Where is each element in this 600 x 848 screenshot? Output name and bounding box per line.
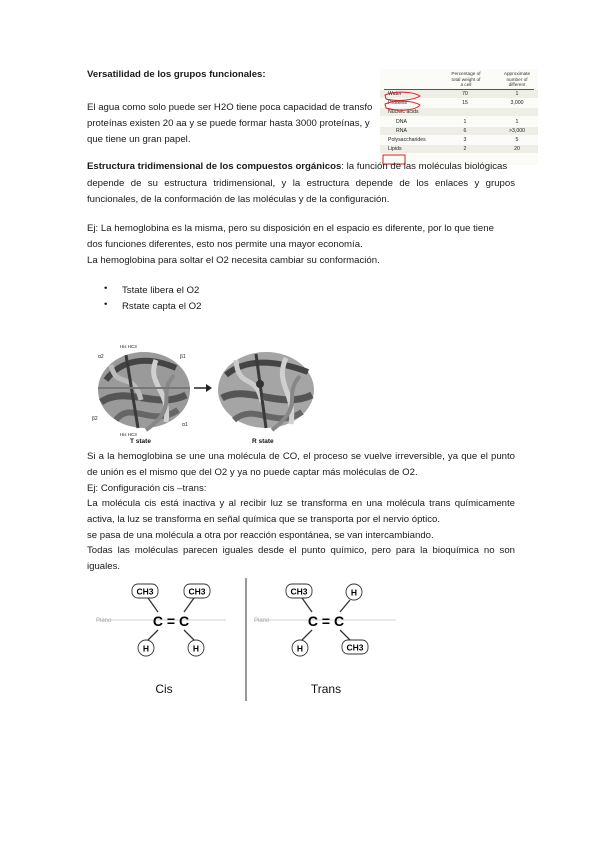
para1-line1: El agua como solo puede ser H2O tiene poca capacidad de transfo: [87, 102, 373, 113]
hand-annotations: [380, 69, 538, 165]
his-label-t: His HC3: [120, 344, 137, 349]
table-cell-percent: 3: [463, 137, 467, 143]
para3-line1: Ej: La hemoglobina es la misma, pero su disposición en el espacio es diferente, por lo que tiene: [87, 223, 494, 234]
table-cell-count: 20: [514, 146, 520, 153]
table-cell-count: 1: [515, 91, 519, 97]
para2-line1: Estructura tridimensional de los compuestos orgánicos: la función de las moléculas biológicas: [87, 161, 508, 172]
trans-double-bond: C = C: [307, 613, 345, 629]
table-cell-name: DNA: [396, 118, 407, 125]
para4-line1: Si a la hemoglobina se une una molécula de CO, el proceso se vuelve irreversible, ya que el punto: [87, 451, 515, 462]
table-cell-percent: 70: [462, 91, 468, 97]
cis-trans-figure: [96, 576, 408, 701]
cis-molecule: [132, 584, 210, 696]
cis-double-bond: C = C: [152, 613, 190, 629]
table-cell-name: RNA: [396, 127, 407, 134]
cis-ch3-right: CH3: [188, 586, 206, 597]
table-cell-percent: 6: [463, 127, 467, 134]
cis-h-left: H: [142, 643, 150, 654]
his-label-t2: His HC3: [120, 432, 137, 437]
table-cell-name: Polysaccharides: [388, 137, 426, 143]
table-cell-count: 3,000: [510, 100, 524, 107]
trans-ch3-top: CH3: [290, 586, 308, 597]
table-cell-percent: 1: [463, 118, 467, 125]
t-state-label: T state: [130, 438, 151, 445]
para1-line3: que tiene un gran papel.: [87, 134, 191, 145]
para4-line8: iguales.: [87, 561, 121, 572]
cis-label: Cis: [155, 682, 173, 696]
table-cell-name: Proteins: [388, 100, 408, 107]
para4-line6: se pasa de una molécula a otra por reacción espontánea, se van intercambiando.: [87, 530, 434, 541]
trans-ch3-bottom: CH3: [346, 642, 364, 653]
r-state-structure: [218, 352, 314, 430]
bullet-tstate: Tstate libera el O2: [122, 285, 200, 296]
table-cell-count: 1: [515, 118, 519, 125]
para4-line5: activa, la luz se transforma en señal química que se transporta por el nervio óptico.: [87, 514, 441, 525]
hemoglobin-figure: [86, 340, 330, 446]
para4-line4: La molécula cis está inactiva y al recibir luz se transforma en una molécula trans químicamente: [87, 498, 515, 509]
trans-label: Trans: [310, 682, 342, 696]
bullet-dot: •: [104, 299, 108, 310]
cis-h-right: H: [192, 643, 200, 654]
bullet-dot: •: [104, 283, 108, 294]
trans-h-top: H: [350, 587, 358, 598]
trans-h-bottom: H: [296, 643, 304, 654]
plano-label-cis: Plano: [96, 618, 112, 624]
table-cell-name: Water: [388, 91, 402, 97]
para4-line3: Ej: Configuración cis –trans:: [87, 483, 207, 494]
para2-line2: depende de su estructura tridimensional, y la estructura depende de los enlaces y grupos: [87, 178, 515, 189]
table-cell-name: Lipids: [388, 146, 402, 153]
bullet-rstate: Rstate capta el O2: [122, 301, 202, 312]
table-col3-header: Approximate number of different: [503, 71, 531, 88]
cis-ch3-left: CH3: [136, 586, 154, 597]
table-col2-header: Percentage of total weight of a cell: [451, 71, 481, 88]
table-cell-count: 5: [515, 137, 519, 143]
table-cell-percent: 15: [462, 100, 468, 107]
section-heading: Versatilidad de los grupos funcionales:: [87, 69, 266, 80]
plano-label-trans: Plano: [254, 618, 270, 624]
composition-table: [380, 69, 538, 165]
table-cell-name: Nucleic acids: [388, 109, 419, 116]
beta1-label: β1: [180, 354, 186, 360]
para3-line3: La hemoglobina para soltar el O2 necesita cambiar su conformación.: [87, 255, 380, 266]
alpha1-label: α1: [182, 422, 188, 428]
trans-molecule: [286, 584, 368, 696]
table-cell-percent: 2: [463, 146, 467, 153]
table-cell-count: >3,000: [508, 127, 525, 134]
t-state-structure: [98, 352, 190, 430]
para4-line7: Todas las moléculas parecen iguales desde el punto químico, pero para la bioquímica no son: [87, 545, 515, 556]
beta2-label: β2: [92, 416, 98, 422]
para4-line2: de unión es el mismo que del O2 y ya no puede captar más moléculas de O2.: [87, 467, 418, 478]
para1-line2: proteínas existen 20 aa y se puede formar hasta 3000 proteínas, y: [87, 118, 370, 129]
para2-line3: funcionales, de la conformación de las moléculas y de la configuración.: [87, 194, 390, 205]
r-state-label: R state: [252, 438, 274, 445]
alpha2-label: α2: [98, 354, 104, 360]
para3-line2: dos funciones diferentes, esto nos permite una mayor economía.: [87, 239, 363, 250]
